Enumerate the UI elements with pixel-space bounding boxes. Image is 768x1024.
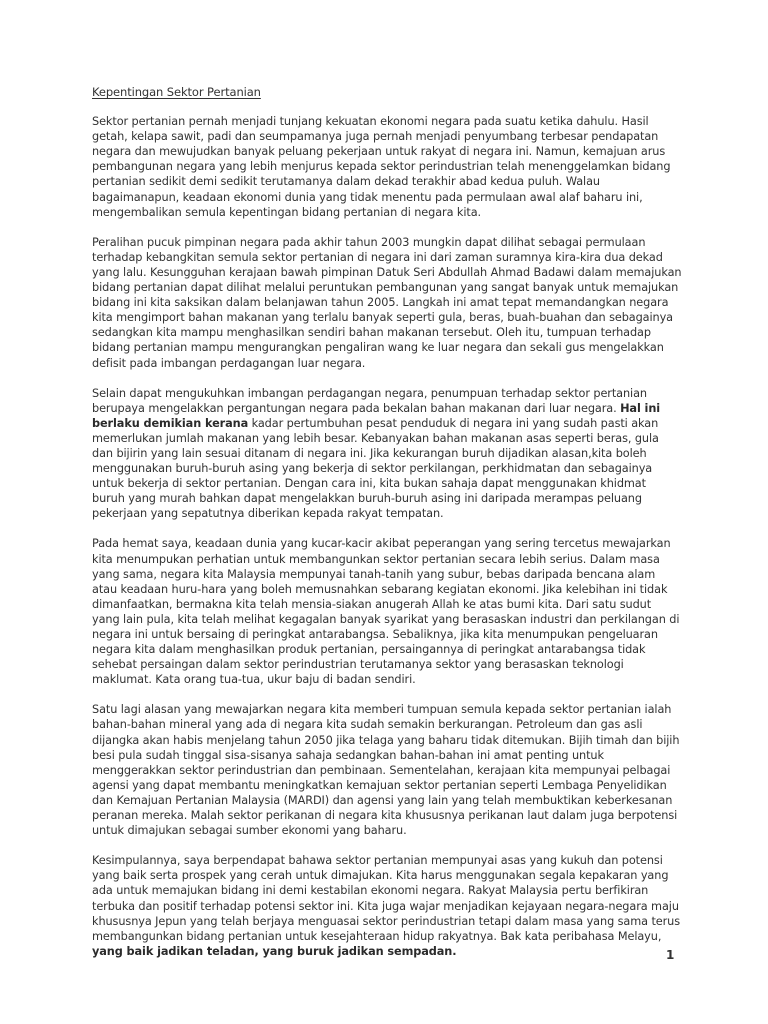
text-run: Kesimpulannya, saya berpendapat bahawa sektor pertanian mempunyai asas yang kukuh dan potensi yang baik serta prospek yang cerah untuk dimajukan. Kita harus menggunakan segala kepakaran yang ada untuk memajukan bidang ini demi kestabilan ekonomi negara. Rakyat Malaysia pertu berfikiran terbuka dan positif terhadap potensi sektor ini. Kita juga wajar menjadikan kejayaan negara-negara maju khususnya Jepun yang telah berjaya menguasai sektor perindustrian tetapi dalam masa yang sama terus membangunkan bidang pertanian untuk kesejahteraan hidup rakyatnya. Bak kata peribahasa Melayu, (92, 854, 681, 943)
bold-text-run: yang baik jadikan teladan, yang buruk jadikan sempadan. (92, 944, 457, 958)
text-run: Selain dapat mengukuhkan imbangan perdagangan negara, penumpuan terhadap sektor pertanian berupaya mengelakkan pergantungan negara pada bekalan bahan makanan dari luar negara. (92, 386, 647, 415)
body-paragraph (92, 702, 682, 838)
text-run: Pada hemat saya, keadaan dunia yang kucar-kacir akibat peperangan yang sering tercetus mewajarkan kita menumpukan perhatian untuk membangunkan sektor pertanian secara lebih serius. Dalam masa yang sama, negara kita Malaysia mempunyai tanah-tanih yang subur, bebas daripada bencana alam atau keadaan huru-hara yang boleh memusnahkan sebarang kegiatan ekonomi. Jika kelebihan ini tidak dimanfaatkan, bermakna kita telah mensia-siakan anugerah Allah ke atas bumi kita. Dari satu sudut yang lain pula, kita telah melihat kegagalan banyak syarikat yang berasaskan industri dan perkilangan di negara ini untuk bersaing di peringkat antarabangsa. Sebaliknya, jika kita menumpukan pengeluaran negara kita dalam menghasilkan produk pertanian, persaingannya di peringkat antarabangsa tidak sehebat persaingan dalam sektor perindustrian terutamanya sektor yang berasaskan teknologi maklumat. Kata orang tua-tua, ukur baju di badan sendiri. (92, 537, 680, 687)
text-run: Peralihan pucuk pimpinan negara pada akhir tahun 2003 mungkin dapat dilihat sebagai permulaan terhadap kebangkitan semula sektor pertanian di negara ini dari zaman suramnya kira-kira dua dekad yang lalu. Kesungguhan kerajaan bawah pimpinan Datuk Seri Abdullah Ahmad Badawi dalam memajukan bidang pertanian dapat dilihat melalui peruntukan pembangunan yang sangat banyak untuk memajukan bidang ini kita saksikan dalam belanjawan tahun 2005. Langkah ini amat tepat memandangkan negara kita mengimport bahan makanan yang terlalu banyak seperti gula, beras, buah-buahan dan sebagainya sedangkan kita mampu menghasilkan sendiri bahan makanan tersebut. Oleh itu, tumpuan terhadap bidang pertanian mampu mengurangkan pengaliran wang ke luar negara dan sekali gus mengelakkan defisit pada imbangan perdagangan luar negara. (92, 235, 682, 370)
bold-text-run: Hal ini berlaku demikian kerana (92, 401, 661, 430)
body-paragraph (92, 114, 682, 220)
body-paragraph (92, 386, 682, 522)
text-run: Satu lagi alasan yang mewajarkan negara kita memberi tumpuan semula kepada sektor pertanian ialah bahan-bahan mineral yang ada di negara kita sudah semakin berkurangan. Petroleum dan gas asli dijangka akan habis menjelang tahun 2050 jika telaga yang baharu tidak ditemukan. Bijih timah dan bijih besi pula sudah tinggal sisa-sisanya sahaja sedangkan bahan-bahan ini amat penting untuk menggerakkan sektor perindustrian dan pembinaan. Sementelahan, kerajaan kita mempunyai pelbagai agensi yang dapat membantu meningkatkan kemajuan sektor pertanian seperti Lembaga Penyelidikan dan Kemajuan Pertanian Malaysia (MARDI) dan agensi yang lain yang telah membuktikan keberkesanan peranan mereka. Malah sektor perikanan di negara kita khususnya perikanan laut dalam juga berpotensi untuk dimajukan sebagai sumber ekonomi yang baharu. (92, 703, 680, 838)
paragraph-list (92, 114, 682, 959)
document-body (92, 85, 682, 974)
page-number: 1 (666, 948, 675, 962)
text-run: Sektor pertanian pernah menjadi tunjang kekuatan ekonomi negara pada suatu ketika dahulu. Hasil getah, kelapa sawit, padi dan seumpamanya juga pernah menjadi penyumbang terbesar pendapatan negara dan mewujudkan banyak peluang pekerjaan untuk rakyat di negara ini. Namun, kemajuan arus pembangunan negara yang lebih menjurus kepada sektor perindustrian telah menenggelamkan bidang pertanian sedikit demi sedikit terutamanya dalam dekad terakhir abad kedua puluh. Walau bagaimanapun, keadaan ekonomi dunia yang tidak menentu pada permulaan awal alaf baharu ini, mengembalikan semula kepentingan bidang pertanian di negara kita. (92, 115, 671, 219)
body-paragraph (92, 235, 682, 371)
body-paragraph (92, 853, 682, 959)
text-run: kadar pertumbuhan pesat penduduk di negara ini yang sudah pasti akan memerlukan jumlah makanan yang lebih besar. Kebanyakan bahan makanan asas seperti beras, gula dan bijirin yang lain sesuai ditanam di negara ini. Jika kekurangan buruh dijadikan alasan,kita boleh menggunakan buruh-buruh asing yang bekerja di sektor perkilangan, perkhidmatan dan sebagainya untuk bekerja di sektor pertanian. Dengan cara ini, kita bukan sahaja dapat menggunakan khidmat buruh yang murah bahkan dapat mengelakkan buruh-buruh asing ini daripada merampas peluang pekerjaan yang sepatutnya diberikan kepada rakyat tempatan. (92, 416, 659, 521)
document-title: Kepentingan Sektor Pertanian (92, 85, 261, 99)
body-paragraph (92, 536, 682, 687)
